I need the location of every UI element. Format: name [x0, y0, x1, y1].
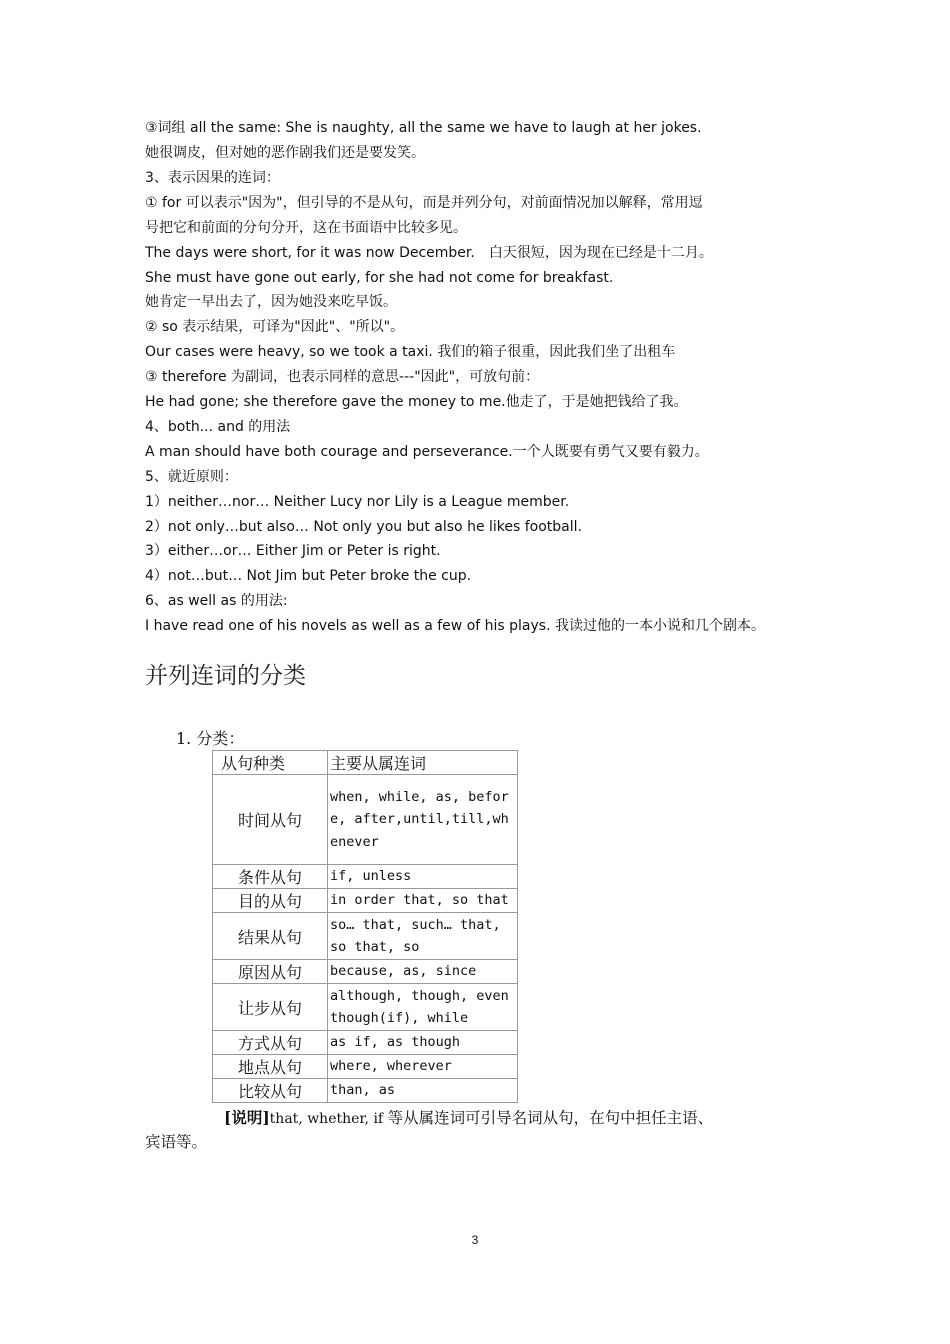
section-heading: 并列连词的分类 — [145, 663, 306, 689]
conjunction-cell: if, unless — [328, 865, 518, 889]
text-line: 6、as well as 的用法: — [145, 593, 288, 609]
table-header-cell: 主要从属连词 — [328, 751, 518, 775]
table-note-continued: 宾语等。 — [145, 1133, 208, 1151]
text-line: Our cases were heavy, so we took a taxi. 我们的箱子很重，因此我们坐了出租车 — [145, 344, 676, 360]
conjunction-table — [212, 750, 518, 1103]
text-line: ③词组 all the same: She is naughty, all the same we have to laugh at her jokes. — [145, 120, 702, 136]
page-number: 3 — [471, 1233, 479, 1247]
clause-type-cell: 地点从句 — [213, 1055, 328, 1079]
table-row — [213, 865, 518, 889]
text-line: 5、就近原则： — [145, 469, 238, 485]
clause-type-cell: 方式从句 — [213, 1031, 328, 1055]
table-row — [213, 913, 518, 960]
text-line: 号把它和前面的分句分开，这在书面语中比较多见。 — [145, 220, 467, 236]
text-line: ① for 可以表示"因为"，但引导的不是从句，而是并列分句，对前面情况加以解释，常用逗 — [145, 195, 703, 211]
conjunction-cell: so… that, such… that, so that, so — [328, 913, 518, 960]
table-row — [213, 1055, 518, 1079]
text-line: He had gone; she therefore gave the money to me.他走了，于是她把钱给了我。 — [145, 394, 688, 410]
text-line: She must have gone out early, for she had not come for breakfast. — [145, 270, 614, 286]
text-line: 1）neither…nor… Neither Lucy nor Lily is a League member. — [145, 494, 570, 510]
conjunction-cell: in order that, so that — [328, 889, 518, 913]
clause-type-cell: 原因从句 — [213, 960, 328, 984]
table-header-row — [213, 751, 518, 775]
text-line: 3、表示因果的连词： — [145, 170, 280, 186]
table-row — [213, 960, 518, 984]
conjunction-cell: when, while, as, before, after,until,till,whenever — [328, 775, 518, 865]
clause-type-cell: 让步从句 — [213, 984, 328, 1031]
text-line: 4、both... and 的用法 — [145, 419, 291, 435]
conjunction-cell: although, though, even though(if), while — [328, 984, 518, 1031]
text-line: 她很调皮，但对她的恶作剧我们还是要发笑。 — [145, 145, 425, 161]
text-line: 4）not…but… Not Jim but Peter broke the cup. — [145, 568, 472, 584]
table-row — [213, 1079, 518, 1103]
table-note — [224, 1106, 713, 1131]
note-text: 等从属连词可引导名词从句，在句中担任主语、 — [387, 1109, 714, 1127]
conjunction-cell: because, as, since — [328, 960, 518, 984]
clause-type-cell: 比较从句 — [213, 1079, 328, 1103]
clause-type-cell: 结果从句 — [213, 913, 328, 960]
text-line: 她肯定一早出去了，因为她没来吃早饭。 — [145, 294, 397, 310]
table-row — [213, 1031, 518, 1055]
table-row — [213, 775, 518, 865]
table-row — [213, 984, 518, 1031]
note-label: [说明] — [224, 1108, 270, 1127]
table-row — [213, 889, 518, 913]
text-line: ② so 表示结果，可译为"因此"、"所以"。 — [145, 319, 405, 335]
conjunction-cell: as if, as though — [328, 1031, 518, 1055]
text-line: A man should have both courage and perseverance.一个人既要有勇气又要有毅力。 — [145, 444, 709, 460]
conjunction-cell: where, wherever — [328, 1055, 518, 1079]
clause-type-cell: 条件从句 — [213, 865, 328, 889]
table-header-cell: 从句种类 — [213, 751, 328, 775]
text-line: 2）not only…but also… Not only you but also he likes football. — [145, 519, 582, 535]
note-words: that, whether, if — [269, 1111, 388, 1127]
subheading: 1. 分类： — [176, 729, 245, 748]
clause-type-cell: 目的从句 — [213, 889, 328, 913]
text-line: The days were short, for it was now December. 白天很短，因为现在已经是十二月。 — [145, 245, 713, 261]
text-line: ③ therefore 为副词，也表示同样的意思---"因此"，可放句前： — [145, 369, 540, 385]
clause-type-cell: 时间从句 — [213, 775, 328, 865]
conjunction-cell: than, as — [328, 1079, 518, 1103]
text-line: 3）either…or… Either Jim or Peter is right. — [145, 543, 441, 559]
text-line: I have read one of his novels as well as a few of his plays. 我读过他的一本小说和几个剧本。 — [145, 618, 765, 634]
